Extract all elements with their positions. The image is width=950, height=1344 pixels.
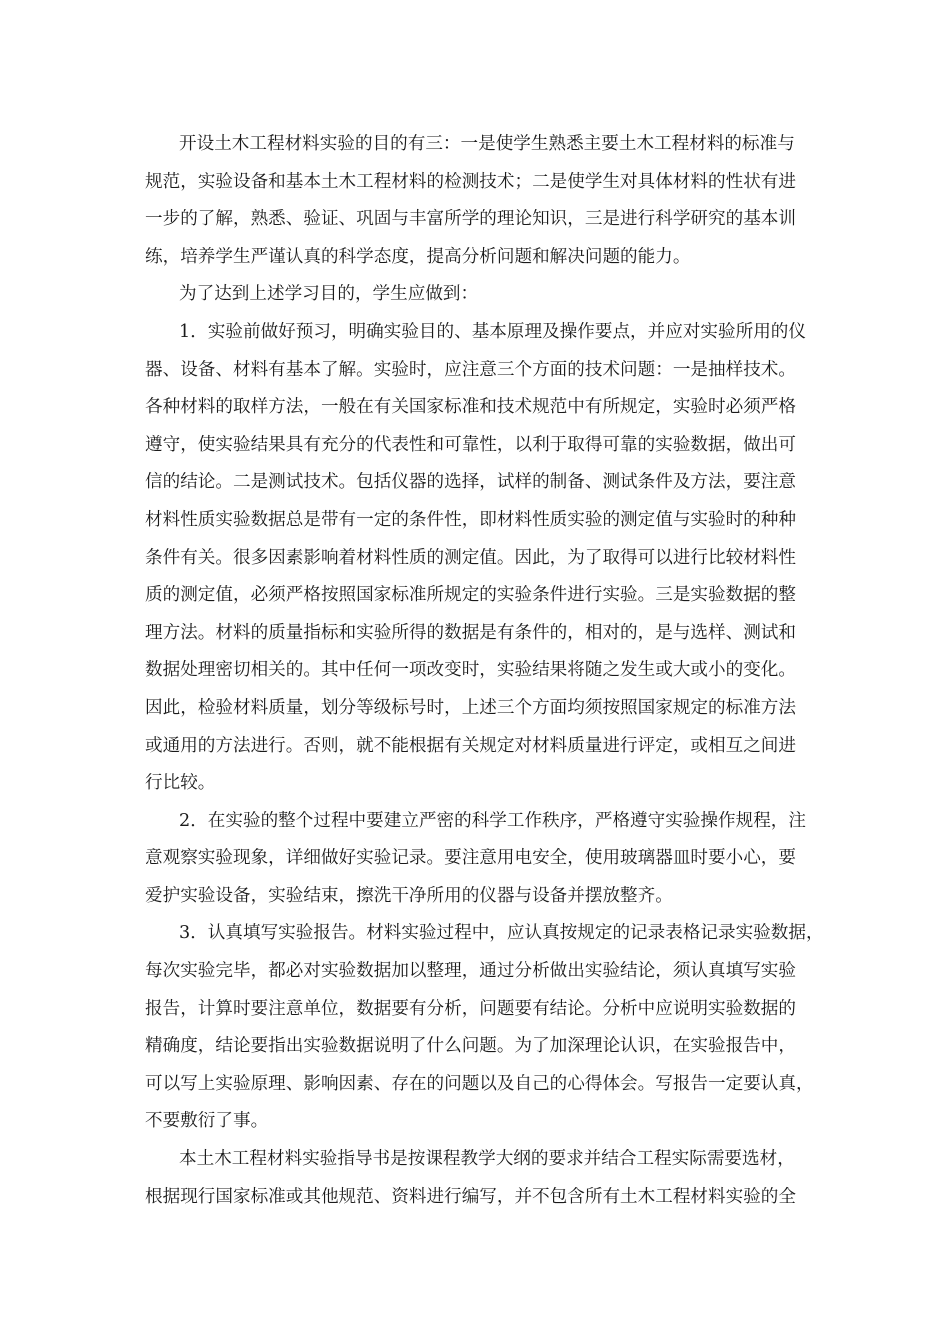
text-line: 行比较。 xyxy=(145,773,216,794)
text-line: 报告，计算时要注意单位，数据要有分析，问题要有结论。分析中应说明实验数据的 xyxy=(145,998,796,1019)
text-line: 一步的了解，熟悉、验证、巩固与丰富所学的理论知识，三是进行科学研究的基本训 xyxy=(145,209,796,230)
text-line: 本土木工程材料实验指导书是按课程教学大纲的要求并结合工程实际需要选材， xyxy=(179,1149,795,1170)
text-line: 遵守，使实验结果具有充分的代表性和可靠性，以利于取得可靠的实验数据，做出可 xyxy=(145,434,796,455)
text-line: 不要敷衍了事。 xyxy=(145,1111,269,1132)
text-line: 理方法。材料的质量指标和实验所得的数据是有条件的，相对的，是与选样、测试和 xyxy=(145,622,796,643)
text-line: 意观察实验现象，详细做好实验记录。要注意用电安全，使用玻璃器皿时要小心，要 xyxy=(145,848,796,869)
text-line: 或通用的方法进行。否则，就不能根据有关规定对材料质量进行评定，或相互之间进 xyxy=(145,735,796,756)
text-line: 各种材料的取样方法，一般在有关国家标准和技术规范中有所规定，实验时必须严格 xyxy=(145,397,796,418)
text-line: 条件有关。很多因素影响着材料性质的测定值。因此，为了取得可以进行比较材料性 xyxy=(145,547,796,568)
text-line: 因此，检验材料质量，划分等级标号时，上述三个方面均须按照国家规定的标准方法 xyxy=(145,697,796,718)
text-line: 1．实验前做好预习，明确实验目的、基本原理及操作要点，并应对实验所用的仪 xyxy=(179,321,806,342)
text-line: 每次实验完毕，都必对实验数据加以整理，通过分析做出实验结论，须认真填写实验 xyxy=(145,961,796,982)
text-line: 材料性质实验数据总是带有一定的条件性，即材料性质实验的测定值与实验时的种种 xyxy=(145,509,796,530)
body-text xyxy=(145,126,824,1216)
text-line: 规范，实验设备和基本土木工程材料的检测技术；二是使学生对具体材料的性状有进 xyxy=(145,171,796,192)
text-line: 为了达到上述学习目的，学生应做到： xyxy=(179,284,479,305)
text-line: 信的结论。二是测试技术。包括仪器的选择，试样的制备、测试条件及方法，要注意 xyxy=(145,472,796,493)
text-line: 根据现行国家标准或其他规范、资料进行编写，并不包含所有土木工程材料实验的全 xyxy=(145,1186,796,1207)
text-line: 爱护实验设备，实验结束，擦洗干净所用的仪器与设备并摆放整齐。 xyxy=(145,885,673,906)
text-line: 精确度，结论要指出实验数据说明了什么问题。为了加深理论认识，在实验报告中， xyxy=(145,1036,796,1057)
text-line: 数据处理密切相关的。其中任何一项改变时，实验结果将随之发生或大或小的变化。 xyxy=(145,660,796,681)
text-line: 2．在实验的整个过程中要建立严密的科学工作秩序，严格遵守实验操作规程，注 xyxy=(179,810,806,831)
text-line: 可以写上实验原理、影响因素、存在的问题以及自己的心得体会。写报告一定要认真， xyxy=(145,1073,814,1094)
text-line: 器、设备、材料有基本了解。实验时，应注意三个方面的技术问题：一是抽样技术。 xyxy=(145,359,796,380)
text-line: 质的测定值，必须严格按照国家标准所规定的实验条件进行实验。三是实验数据的整 xyxy=(145,585,796,606)
text-line: 开设土木工程材料实验的目的有三：一是使学生熟悉主要土木工程材料的标准与 xyxy=(179,134,795,154)
text-line: 3．认真填写实验报告。材料实验过程中，应认真按规定的记录表格记录实验数据， xyxy=(179,923,824,944)
text-line: 练，培养学生严谨认真的科学态度，提高分析问题和解决问题的能力。 xyxy=(145,246,691,267)
